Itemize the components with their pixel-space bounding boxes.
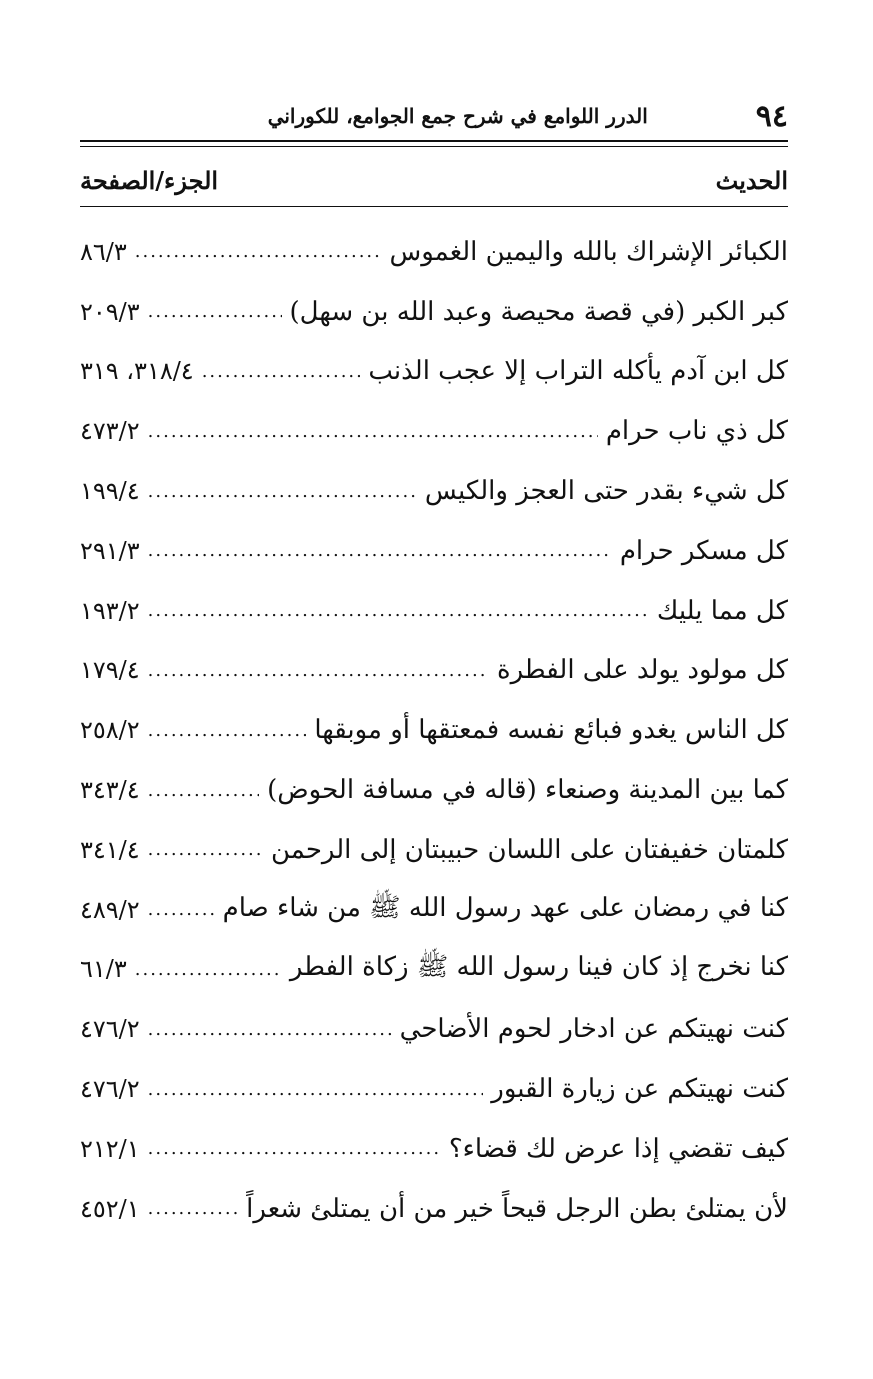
- volume-page-reference: ٢٥٨/٢: [80, 716, 140, 745]
- leader-dots: [148, 1138, 441, 1159]
- volume-page-reference: ٤٨٩/٢: [80, 895, 140, 924]
- header-rule-thick: [80, 140, 788, 142]
- hadith-text: كل شيء بقدر حتى العجز والكيس: [424, 476, 788, 507]
- hadith-text: كما بين المدينة وصنعاء (قاله في مسافة الحوض): [267, 775, 788, 806]
- hadith-text: كل ذي ناب حرام: [605, 416, 788, 447]
- leader-dots: [202, 361, 361, 382]
- index-entry: [80, 700, 788, 760]
- volume-page-reference: ٣٤١/٤: [80, 835, 140, 864]
- leader-dots: [148, 600, 649, 621]
- column-header-hadith: الحديث: [715, 165, 788, 195]
- index-entry: [80, 880, 788, 940]
- column-header-reference: الجزء/الصفحة: [80, 165, 219, 195]
- index-entry: [80, 461, 788, 521]
- leader-dots: [148, 301, 282, 322]
- index-entry: [80, 222, 788, 282]
- leader-dots: [148, 780, 259, 801]
- leader-dots: [148, 720, 307, 741]
- book-title: الدرر اللوامع في شرح جمع الجوامع، للكوراني: [267, 104, 648, 128]
- hadith-text: كل مسكر حرام: [619, 535, 788, 566]
- hadith-text: كل مما يليك: [656, 595, 788, 626]
- index-entry: [80, 999, 788, 1059]
- header-rule-thin: [80, 146, 788, 147]
- volume-page-reference: ١٩٣/٢: [80, 596, 140, 625]
- volume-page-reference: ٤٧٣/٢: [80, 417, 140, 446]
- leader-dots: [148, 660, 489, 681]
- running-head: [80, 96, 788, 136]
- index-entry: [80, 401, 788, 461]
- volume-page-reference: ٢١٢/١: [80, 1134, 140, 1163]
- hadith-index-list: [80, 222, 788, 1239]
- hadith-text: كنا في رمضان على عهد رسول الله ﷺ من شاء صام: [222, 892, 788, 923]
- volume-page-reference: ٤٥٢/١: [80, 1194, 140, 1223]
- leader-dots: [148, 839, 263, 860]
- leader-dots: [135, 959, 282, 980]
- hadith-text: كل الناس يغدو فبائع نفسه فمعتقها أو موبقها: [314, 715, 788, 746]
- volume-page-reference: ٢٠٩/٣: [80, 297, 140, 326]
- hadith-text: الكبائر الإشراك بالله واليمين الغموس: [389, 236, 788, 267]
- hadith-text: كنت نهيتكم عن ادخار لحوم الأضاحي: [399, 1014, 788, 1045]
- index-entry: [80, 820, 788, 880]
- hadith-text: كل ابن آدم يأكله التراب إلا عجب الذنب: [368, 356, 788, 387]
- index-entry: [80, 641, 788, 701]
- hadith-text: كيف تقضي إذا عرض لك قضاء؟: [448, 1133, 788, 1164]
- hadith-text: كل مولود يولد على الفطرة: [496, 655, 788, 686]
- leader-dots: [148, 1079, 484, 1100]
- leader-dots: [135, 241, 382, 262]
- index-entry: [80, 1179, 788, 1239]
- index-entry: [80, 760, 788, 820]
- volume-page-reference: ١٩٩/٤: [80, 477, 140, 506]
- index-entry: [80, 940, 788, 1000]
- volume-page-reference: ٤٧٦/٢: [80, 1015, 140, 1044]
- index-entry: [80, 581, 788, 641]
- page-number: ٩٤: [755, 98, 788, 134]
- column-header-rule: [80, 206, 788, 207]
- volume-page-reference: ٦١/٣: [80, 955, 127, 984]
- hadith-text: كلمتان خفيفتان على اللسان حبيبتان إلى الرحمن: [271, 834, 788, 865]
- volume-page-reference: ٨٦/٣: [80, 237, 127, 266]
- volume-page-reference: ١٧٩/٤: [80, 656, 140, 685]
- hadith-text: كنا نخرج إذ كان فينا رسول الله ﷺ زكاة الفطر: [289, 952, 788, 983]
- volume-page-reference: ٣٤٣/٤: [80, 776, 140, 805]
- index-entry: [80, 1059, 788, 1119]
- column-headers: [80, 160, 788, 200]
- leader-dots: [148, 540, 612, 561]
- leader-dots: [148, 899, 215, 920]
- volume-page-reference: ٤٧٦/٢: [80, 1075, 140, 1104]
- index-entry: [80, 521, 788, 581]
- index-entry: [80, 1119, 788, 1179]
- leader-dots: [148, 1198, 238, 1219]
- index-entry: [80, 342, 788, 402]
- volume-page-reference: ٢٩١/٣: [80, 536, 140, 565]
- leader-dots: [148, 1019, 392, 1040]
- hadith-text: لأن يمتلئ بطن الرجل قيحاً خير من أن يمتلئ شعراً: [246, 1193, 788, 1224]
- hadith-text: كنت نهيتكم عن زيارة القبور: [491, 1074, 788, 1105]
- leader-dots: [148, 481, 417, 502]
- volume-page-reference: ٣١٨/٤، ٣١٩: [80, 357, 194, 386]
- leader-dots: [148, 421, 598, 442]
- hadith-text: كبر الكبر (في قصة محيصة وعبد الله بن سهل): [289, 296, 788, 327]
- index-entry: [80, 282, 788, 342]
